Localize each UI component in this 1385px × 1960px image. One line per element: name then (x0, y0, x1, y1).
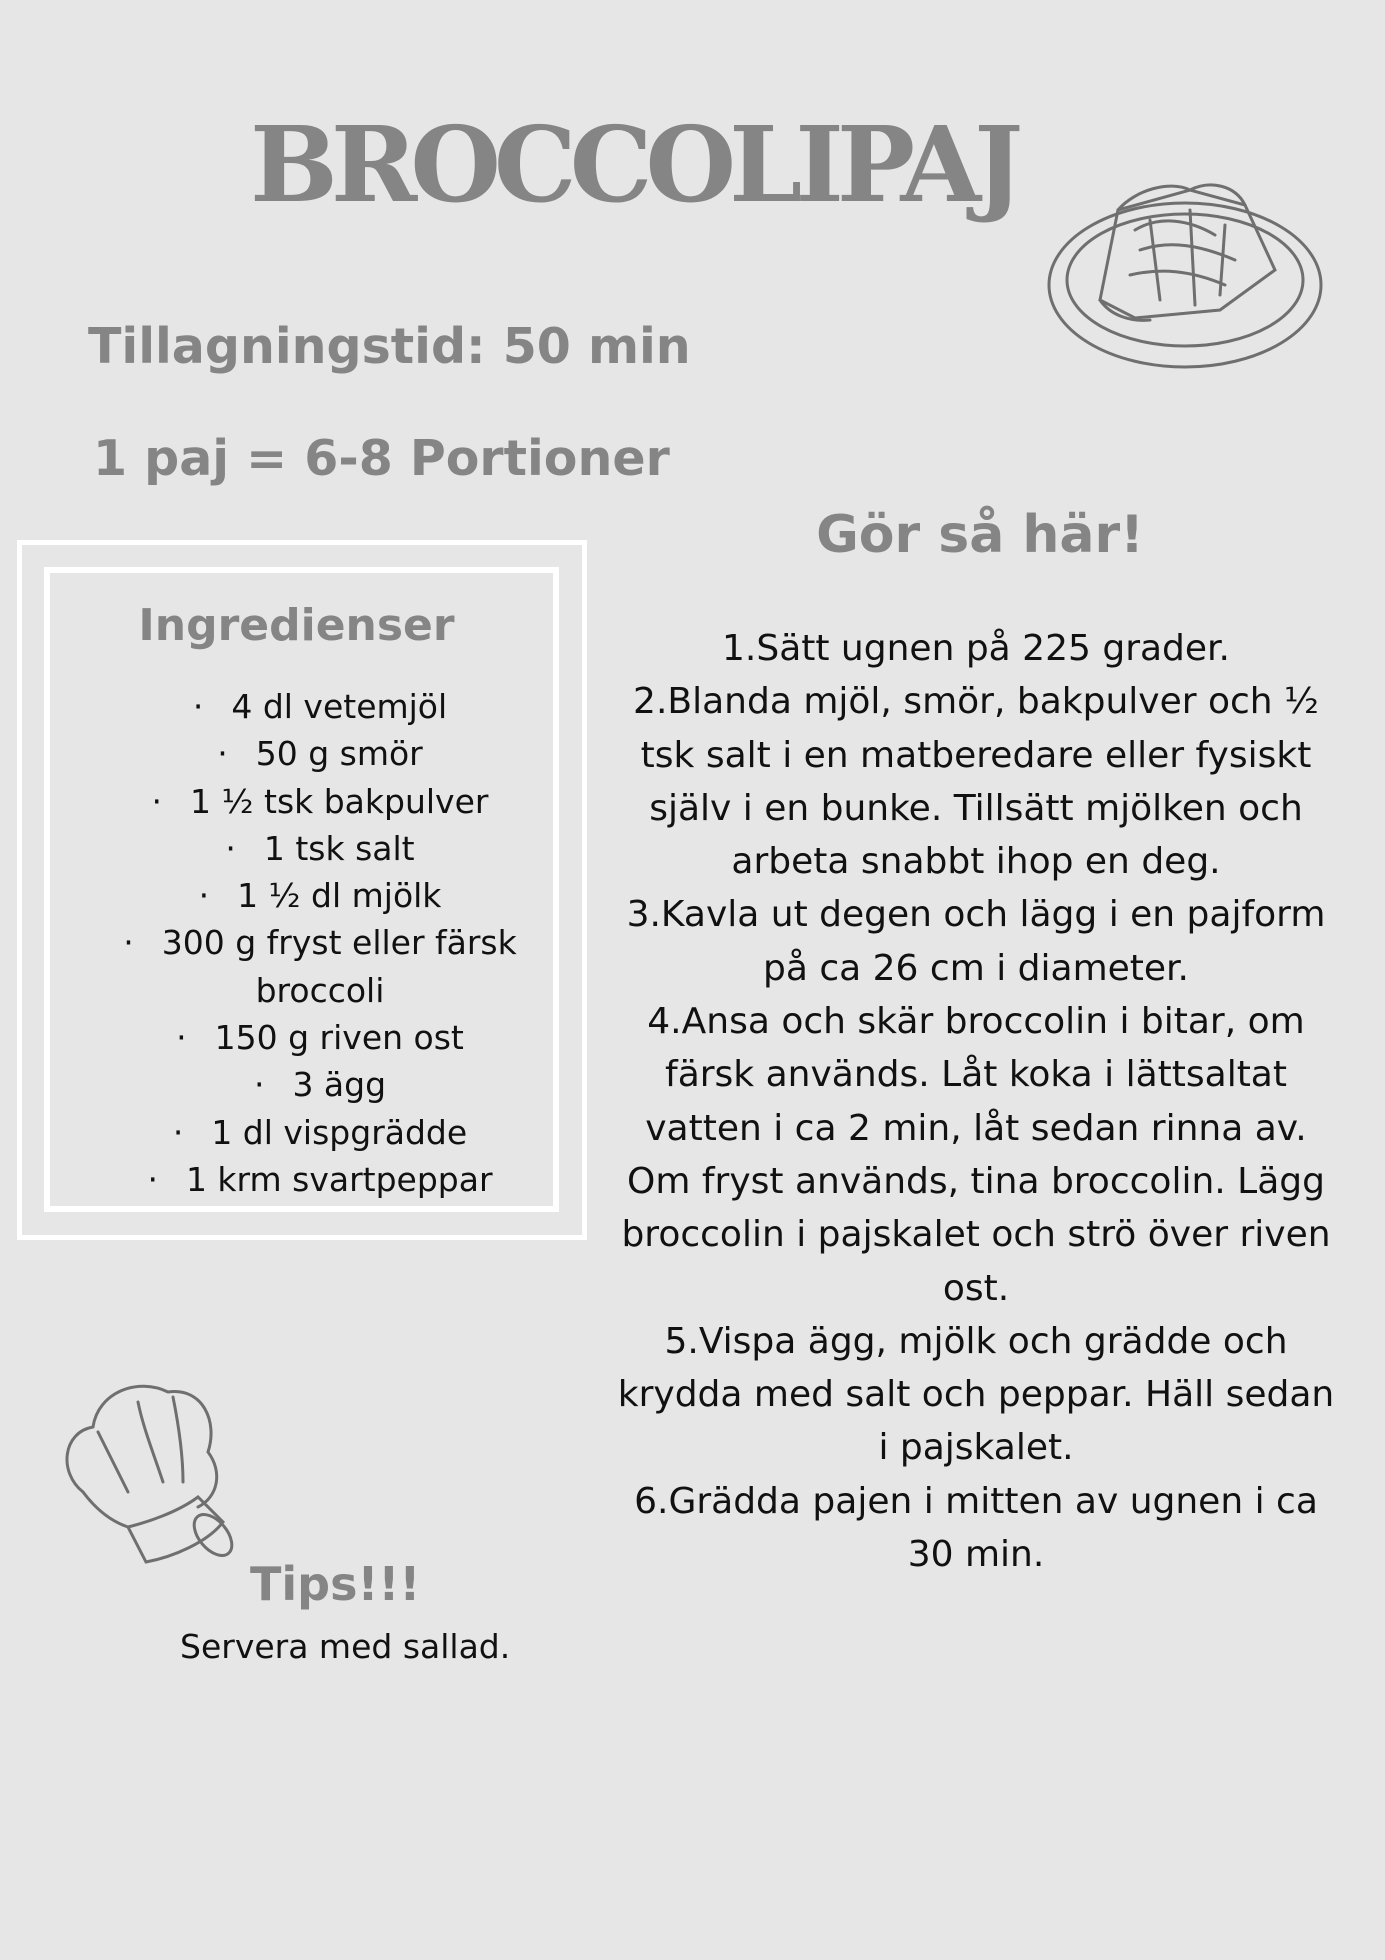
recipe-title: BROCCOLIPAJ (250, 103, 1017, 226)
ingredient-text: 1 ½ tsk bakpulver (190, 781, 489, 821)
ingredient-item (60, 919, 580, 1014)
ingredient-item (60, 730, 580, 777)
ingredient-item (60, 1156, 580, 1203)
prep-time: Tillagningstid: 50 min (88, 318, 691, 375)
portions: 1 paj = 6-8 Portioner (93, 430, 670, 487)
bullet: · (123, 923, 134, 963)
bullet: · (172, 1112, 184, 1152)
ingredient-item (60, 1109, 580, 1156)
ingredient-text: 1 dl vispgrädde (211, 1112, 468, 1152)
ingredient-item (60, 825, 580, 872)
instructions-heading: Gör så här! (816, 505, 1144, 565)
ingredient-text: 300 g fryst eller färsk broccoli (161, 923, 517, 1010)
bullet: · (176, 1018, 187, 1058)
bullet: · (192, 687, 204, 726)
bullet: · (151, 781, 163, 821)
ingredient-text: 1 ½ dl mjölk (237, 876, 442, 916)
ingredient-item (60, 1061, 580, 1108)
bullet: · (217, 734, 228, 774)
instruction-step: 4.Ansa och skär broccolin i bitar, om färsk används. Låt koka i lättsaltat vatten i ca 2 min, låt sedan rinna av. Om fryst används, tina broccolin. Lägg broccolin i pajskalet och strö över riven ost. (621, 1001, 1331, 1309)
ingredient-text: 1 tsk salt (263, 828, 415, 868)
ingredient-text: 50 g smör (255, 734, 423, 774)
tips-heading: Tips!!! (250, 1557, 421, 1611)
bullet: · (147, 1159, 158, 1199)
instruction-step: 1.Sätt ugnen på 225 grader. (722, 628, 1230, 669)
instruction-steps (613, 622, 1339, 1581)
ingredients-list (60, 683, 580, 1203)
chef-hat-icon (58, 1372, 248, 1572)
instruction-step: 3.Kavla ut degen och lägg i en pajform på ca 26 cm i diameter. (626, 894, 1326, 989)
ingredient-text: 150 g riven ost (214, 1018, 464, 1058)
bullet: · (253, 1065, 265, 1105)
ingredient-text: 1 krm svartpeppar (185, 1159, 493, 1199)
bullet: · (198, 876, 210, 916)
instruction-step: 6.Grädda pajen i mitten av ugnen i ca 30 min. (634, 1480, 1318, 1576)
ingredient-item (60, 1014, 580, 1061)
ingredient-item (60, 683, 580, 730)
pie-slice-icon (1040, 150, 1330, 390)
ingredient-item (60, 872, 580, 919)
ingredient-text: 3 ägg (292, 1065, 387, 1105)
bullet: · (225, 828, 236, 868)
ingredient-item (60, 778, 580, 825)
instruction-step: 5.Vispa ägg, mjölk och grädde och krydda med salt och peppar. Häll sedan i pajskalet. (617, 1320, 1335, 1469)
ingredient-text: 4 dl vetemjöl (231, 687, 448, 726)
ingredients-heading: Ingredienser (138, 600, 455, 651)
instruction-step: 2.Blanda mjöl, smör, bakpulver och ½ tsk salt i en matberedare eller fysiskt själv i en bunke. Tillsätt mjölken och arbeta snabbt ihop en deg. (633, 681, 1319, 883)
tips-text: Servera med sallad. (180, 1627, 511, 1666)
